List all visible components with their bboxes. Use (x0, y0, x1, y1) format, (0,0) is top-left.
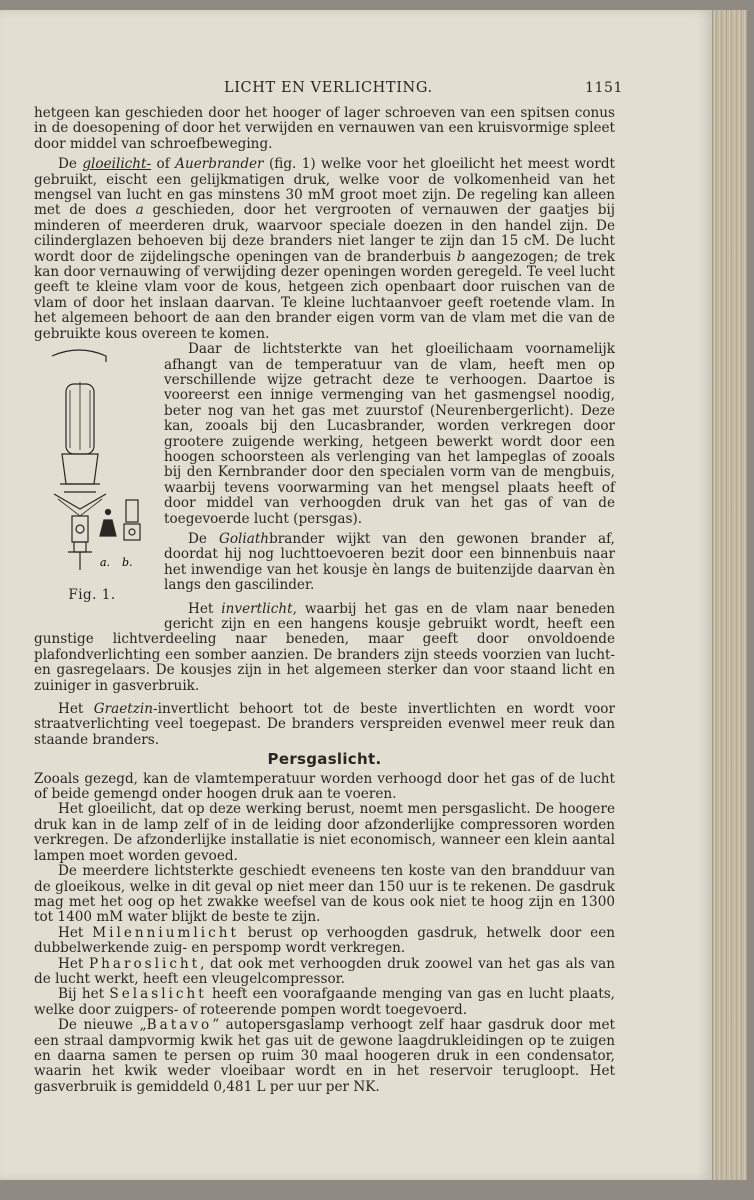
label-b: b (456, 248, 466, 265)
term-gloeilicht: gloeilicht- (82, 156, 152, 173)
term-goliath: Goliath (219, 530, 270, 547)
term-selaslicht: Selaslicht (109, 986, 207, 1003)
text: De nieuwe „ (58, 1017, 147, 1034)
page-body (34, 106, 615, 1095)
term-batavo: Batavo (146, 1017, 213, 1034)
text: geschieden, door het vergrooten of vernauwen der gaatjes bij minderen of meerderen druk, waarvoor speciale doezen in den handel zijn. De cilinderglazen behoeven bij deze branders niet langer te zijn dan 15 cM. De lucht wordt door de zijdelingsche openingen van de branderbuis (34, 202, 615, 265)
text: of (151, 156, 176, 173)
text: De (58, 156, 83, 173)
text: (fig. 1) welke voor het gloeilicht het meest wordt gebruikt, eischt een gelijkmatigen druk, welke voor de volkomenheid van het mengsel van lucht en gas minstens 30 mM groot moet zijn. De regeling kan alleen met de does (34, 156, 616, 219)
page-edge (712, 10, 747, 1180)
page-number: 1151 (585, 80, 624, 96)
paragraph-auerbrander (34, 157, 615, 342)
text: Het (58, 924, 93, 941)
gas-burner-illustration (34, 344, 158, 584)
text: , dat ook met verhoogden druk zoowel van het gas als van de lucht werkt, heeft een vleugelcompressor. (34, 955, 615, 987)
figure-label-b: b. (122, 556, 133, 570)
text: heeft een voorafgaande menging van gas en lucht plaats, welke door zuigpers- of roteerende pompen wordt toegevoerd. (34, 986, 615, 1018)
text: De (188, 530, 219, 547)
term-pharoslicht: Pharoslicht (88, 955, 201, 972)
paragraph: Het gloeilicht, dat op deze werking berust, noemt men persgaslicht. De hoogere druk kan in de lamp zelf of in de leiding door afzonderlijke compressoren worden verkregen. De afzonderlijke installatie is niet economisch, wanneer een klein aantal lampen moet worden gevoed. (34, 801, 615, 864)
text: Het (58, 955, 89, 972)
paragraph: De meerdere lichtsterkte geschiedt eveneens ten koste van den brandduur van de gloeikous, welke in dit geval op niet meer dan 150 uur is te rekenen. De gasdruk mag met het oog op het zwakke weefsel van de kous ook niet te hoog zijn en 1300 tot 1400 mM water blijkt de beste te zijn. (34, 863, 615, 926)
text: Het (58, 701, 94, 718)
running-title: LICHT EN VERLICHTING. (224, 80, 433, 96)
paragraph-batavo (34, 1018, 615, 1095)
figure-caption: Fig. 1. (68, 587, 116, 604)
term-invertlicht: invertlicht (221, 600, 293, 617)
text: -invertlicht behoort tot de beste invertlichten en wordt voor straatverlichting veel toegepast. De branders verspreiden evenwel meer reuk dan staande branders. (34, 701, 615, 748)
paragraph-milenniumlicht (34, 926, 615, 957)
paragraph: Daar de lichtsterkte van het gloeilichaam voornamelijk afhangt van de temperatuur van de vlam, heeft men op verschillende wijze getracht deze te verhoogen. Daartoe is vooreerst een innige vermenging van het gasmengsel noodig, beter nog van het gas met zuurstof (Neurenbergerlicht). Deze kan, zooals bij den Lucasbrander, worden verkregen door grootere zuigende werking, hetgeen bewerkt wordt door een hoogen schoorsteen als verlenging van het lampeglas of zooals bij den Kernbrander door den specialen vorm van de mengbuis, waarbij tevens voorwarming van het mengsel plaats heeft of door middel van verhoogden druk van het gas of van de toegevoerde lucht (persgas). (164, 341, 615, 527)
term-graetzin: Graetzin (93, 701, 153, 718)
figure-1 (34, 344, 158, 619)
paragraph: Zooals gezegd, kan de vlamtemperatuur worden verhoogd door het gas of de lucht of beide gemengd onder hoogen druk aan te voeren. (34, 770, 615, 803)
text: , waarbij het gas en de vlam naar beneden gericht zijn en een hangens kousje gebruikt wordt, heeft een gunstige lichtverdeeling naar beneden, maar geeft door onvoldoende plafondverlichting een somber aanzien. De branders zijn steeds voorzien van lucht- en gasregelaars. De kousjes zijn in het algemeen sterker dan voor staand licht en zuiniger in gasverbruik. (34, 600, 615, 694)
paragraph: hetgeen kan geschieden door het hooger of lager schroeven van een spitsen conus in de doesopening of door het verwijden en vernauwen van een kruisvormige spleet door middel van schroefbeweging. (34, 105, 615, 152)
text: Bij het (58, 986, 110, 1003)
text: aangezogen; de trek kan door vernauwing of verwijding dezer openingen worden geregeld. Te veel lucht geeft te kleine vlam voor de kous, hetgeen zich openbaart door ruischen van de vlam of door het inslaan daarvan. Te kleine luchtaanvoer geeft roetende vlam. In het algemeen behoort de aan den brander eigen vorm van de vlam met die van de gebruikte kous overeen te komen. (34, 248, 615, 342)
term-auerbrander: Auerbrander (175, 156, 264, 173)
paragraph-graetzin (34, 702, 615, 748)
text: ” autopersgaslamp verhoogt zelf haar gasdruk door met een straal dampvormig kwik het gas uit de gewone laagdrukleidingen op te zuigen en daarna samen te persen op ruim 30 maal hoogeren druk in een condensator, waarin het kwik weder vloeibaar wordt en in het reservoir terugloopt. Het gasverbruik is gemiddeld 0,481 L per uur per NK. (34, 1017, 615, 1095)
text: berust op verhoogden gasdruk, hetwelk door een dubbelwerkende zuig- en perspomp wordt verkregen. (34, 924, 615, 957)
term-milenniumlicht: Milenniumlicht (92, 924, 239, 941)
text: brander wijkt van den gewonen brander af, doordat hij nog luchttoevoeren bezit door een binnenbuis naar het inwendige van het kousje èn langs de buitenzijde daarvan èn langs den gascilinder. (164, 530, 615, 594)
label-a: a (135, 202, 144, 219)
paragraph-selaslicht (34, 987, 615, 1018)
figure-label-a: a. (100, 556, 111, 570)
paragraph-pharoslicht (34, 957, 615, 988)
section-heading: Persgaslicht. (267, 750, 382, 769)
text: Het (188, 600, 222, 617)
